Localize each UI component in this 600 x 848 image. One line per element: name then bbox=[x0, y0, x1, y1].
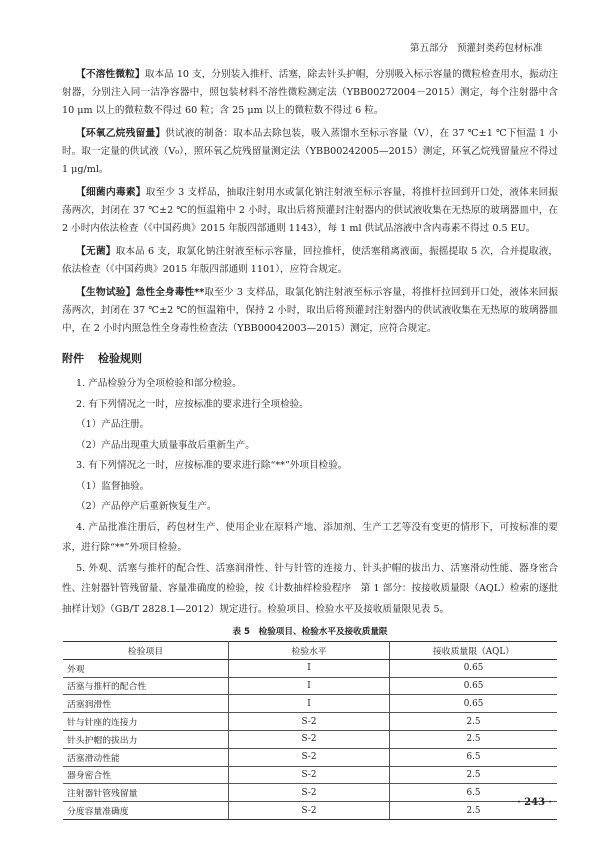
table-row bbox=[63, 784, 557, 802]
table-row bbox=[63, 766, 557, 784]
table-cell: S-2 bbox=[229, 713, 390, 731]
table-cell: 针与针座的连接力 bbox=[63, 713, 229, 731]
test-text: 取至少 3 支样品，取氯化钠注射液至标示容量，将推杆拉回到开口处，液体来回振荡两次，封闭在 37 ℃±2 ℃的恒温箱中，保持 2 小时，取出后将预灌封注射器内的供试液收集在无热原的玻璃器皿中，在 2 小时内照急性全身毒性检查法（YBB00042003—2015）测定，应符合规定。 bbox=[62, 287, 558, 334]
table-row bbox=[63, 695, 557, 713]
test-tag: 【不溶性微粒】 bbox=[76, 69, 145, 80]
table-cell: 0.65 bbox=[390, 677, 558, 695]
rule-item: （1）产品注册。 bbox=[76, 419, 150, 430]
test-tag: 【环氧乙烷残留量】 bbox=[76, 128, 166, 139]
table-row bbox=[63, 677, 557, 695]
table-header-row bbox=[63, 642, 557, 660]
table-cell: 分度容量准确度 bbox=[63, 802, 229, 820]
appendix-heading bbox=[62, 350, 558, 368]
inspection-table bbox=[63, 641, 557, 820]
test-text: 取至少 3 支样品，抽取注射用水或氯化钠注射液至标示容量，将推杆拉回到开口处，液体来回振荡两次，封闭在 37 ℃±2 ℃的恒温箱中 2 小时，取出后将预灌封注射器内的供试液收集在无热原的玻璃器皿中，在 2 小时内依法检查（《中国药典》2015 年版四部通则 1143），每 1 ml 供试品溶液中含内毒素不得过 0.5 EU。 bbox=[62, 187, 558, 234]
table-cell: S-2 bbox=[229, 766, 390, 784]
table-cell: S-2 bbox=[229, 748, 390, 766]
table-cell: 器身密合性 bbox=[63, 766, 229, 784]
table-cell: S-2 bbox=[229, 784, 390, 802]
table-header-cell: 检验项目 bbox=[63, 642, 229, 660]
test-paragraph bbox=[62, 184, 558, 238]
test-text: 取本品 10 支，分别装入推杆、活塞，除去针头护帽，分别吸入标示容量的微粒检查用水，振动注射器，分别注入同一洁净容器中，照包装材料不溶性微粒测定法（YBB00272004－2015）测定，每个注射器中含 10 μm 以上的微粒数不得过 60 粒；含 25 μm 以上的微粒数不得过 6 粒。 bbox=[62, 69, 559, 116]
table-cell: 活塞润滑性 bbox=[63, 695, 229, 713]
test-tag: 【无菌】 bbox=[76, 246, 116, 257]
table-header-cell: 检验水平 bbox=[229, 642, 390, 660]
appendix-title: 检验规则 bbox=[98, 352, 142, 365]
table-row bbox=[63, 748, 557, 766]
table-cell: 注射器针管残留量 bbox=[63, 784, 229, 802]
rule-item: 1. 产品检验分为全项检验和部分检验。 bbox=[76, 378, 242, 389]
tests-section bbox=[62, 66, 558, 338]
rule-item: （2）产品停产后重新恢复生产。 bbox=[76, 501, 217, 512]
table-cell: 2.5 bbox=[390, 766, 558, 784]
test-tag: 【细菌内毒素】 bbox=[76, 187, 146, 198]
table-row bbox=[63, 659, 557, 677]
appendix-label: 附件 bbox=[62, 352, 84, 365]
table-cell: 6.5 bbox=[390, 784, 558, 802]
table-cell: 活塞滑动性能 bbox=[63, 748, 229, 766]
table-cell: 针头护帽的拔出力 bbox=[63, 730, 229, 748]
table-cell: 外观 bbox=[63, 659, 229, 677]
rule-item: 4. 产品批准注册后，药包材生产、使用企业在原料产地、添加剂、生产工艺等没有变更的情形下，可按标准的要求，进行除“**”外项目检验。 bbox=[62, 521, 558, 553]
test-paragraph bbox=[62, 243, 558, 279]
test-text: 取本品 6 支，取氯化钠注射液至标示容量，回拉推杆，使活塞稍离液面，振摇提取 5 次，合并提取液，依法检查（《中国药典》2015 年版四部通则 1101），应符合规定。 bbox=[62, 246, 559, 275]
rule-item: （2）产品出现重大质量事故后重新生产。 bbox=[76, 439, 255, 451]
test-tag: 【生物试验】 bbox=[76, 287, 136, 298]
table-cell: 0.65 bbox=[390, 659, 558, 677]
rule-item: 5. 外观、活塞与推杆的配合性、活塞润滑性、针与针管的连接力、针头护帽的拔出力、活塞滑动性能、器身密合性、注射器针管残留量、容量准确度的检验，按《计数抽样检验程序 第 1 部分：按接收质量限（AQL）检索的逐批抽样计划》（GB/T 2828.1—2012）规定进行。检验项目、检验水平及接收质量限见表 5。 bbox=[62, 562, 558, 615]
running-header bbox=[410, 40, 560, 54]
table-cell: I bbox=[229, 677, 390, 695]
table-cell: 6.5 bbox=[390, 748, 558, 766]
table-cell: 2.5 bbox=[390, 730, 558, 748]
rule-item: 3. 有下列情况之一时，应按标准的要求进行除“**”外项目检验。 bbox=[76, 460, 348, 471]
table-row bbox=[63, 802, 557, 820]
table-caption: 表 5 检验项目、检验水平及接收质量限 bbox=[232, 627, 388, 637]
table-cell: I bbox=[229, 659, 390, 677]
test-paragraph bbox=[62, 284, 558, 338]
header-title: 预灌封类药包材标准 bbox=[457, 43, 543, 54]
table-cell: I bbox=[229, 695, 390, 713]
test-subtag: 急性全身毒性** bbox=[135, 287, 205, 298]
test-text: 供试液的制备：取本品去除包装，吸入蒸馏水至标示容量（V），在 37 ℃±1 ℃下恒温 1 小时。取一定量的供试液（V₀），照环氧乙烷残留量测定法（YBB00242005—2015）测定，环氧乙烷残留量应不得过 1 μg/ml。 bbox=[62, 128, 558, 175]
page-content bbox=[62, 66, 558, 820]
test-paragraph bbox=[62, 66, 558, 120]
table-cell: 2.5 bbox=[390, 713, 558, 731]
table-cell: 2.5 bbox=[390, 802, 558, 820]
appendix-rules bbox=[62, 374, 558, 620]
table-row bbox=[63, 730, 557, 748]
table-cell: S-2 bbox=[229, 730, 390, 748]
test-paragraph bbox=[62, 125, 558, 179]
rule-item: （1）监督抽验。 bbox=[76, 480, 150, 492]
table-cell: 0.65 bbox=[390, 695, 558, 713]
table-cell: 活塞与推杆的配合性 bbox=[63, 677, 229, 695]
table-row bbox=[63, 713, 557, 731]
page-number: · 243 · bbox=[517, 797, 552, 808]
table-cell: S-2 bbox=[229, 802, 390, 820]
table-header-cell: 接收质量限（AQL） bbox=[390, 642, 558, 660]
header-part: 第五部分 bbox=[410, 43, 449, 54]
rule-item: 2. 有下列情况之一时，应按标准的要求进行全项检验。 bbox=[76, 398, 309, 410]
